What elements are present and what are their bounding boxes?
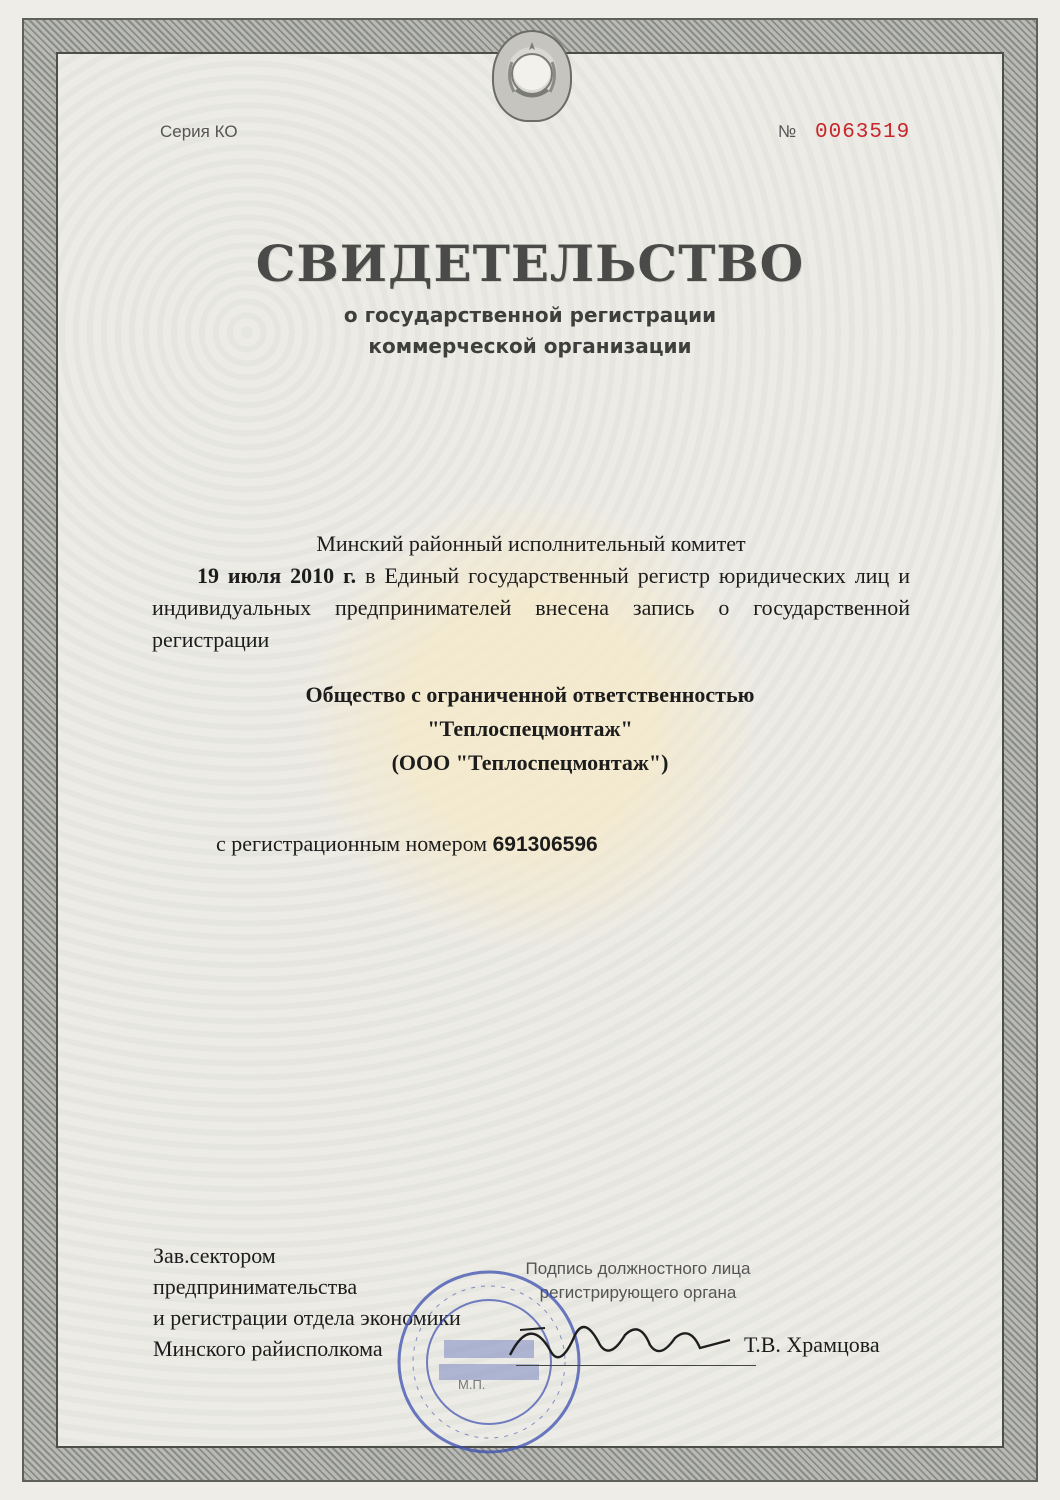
organization-short-name: (ООО "Теплоспецмонтаж") — [391, 750, 669, 775]
document-subtitle-line1: о государственной регистрации — [343, 303, 717, 327]
document-subtitle-line2: коммерческой организации — [368, 334, 692, 358]
registration-number-label: с регистрационным номером — [216, 831, 493, 856]
number-value: 0063519 — [814, 121, 911, 144]
certificate-number — [778, 121, 910, 144]
organization-full-name: Общество с ограниченной ответственностью — [305, 682, 755, 707]
registration-date: 19 июля 2010 г. — [196, 563, 357, 588]
signatory-name: Т.В. Храмцова — [744, 1332, 880, 1357]
position-line: Зав.сектором — [153, 1243, 276, 1268]
position-line: и регистрации отдела экономики — [153, 1305, 461, 1330]
registration-number-line — [216, 831, 598, 857]
position-line: предпринимательства — [153, 1274, 358, 1299]
seal-place-label: М.П. — [458, 1377, 486, 1392]
authority-name: Минский районный исполнительный комитет — [316, 531, 746, 556]
registration-number: 691306596 — [492, 833, 598, 856]
registration-statement — [152, 528, 910, 656]
handwritten-signature — [490, 1300, 740, 1385]
document-title: СВИДЕТЕЛЬСТВО — [255, 234, 805, 293]
signature-line — [516, 1365, 756, 1366]
organization-quoted-name: "Теплоспецмонтаж" — [427, 716, 633, 741]
organization-name-block — [0, 678, 1060, 780]
registration-text: в Единый государственный регистр юридических лиц и индивидуальных предпринимателей внесена запись о государственной регистрации — [152, 563, 910, 652]
series-label: Серия КО — [160, 122, 238, 141]
state-emblem-icon — [492, 30, 572, 122]
signature-hint-line: регистрирующего органа — [539, 1283, 737, 1302]
signature-hint-line: Подпись должностного лица — [525, 1259, 751, 1278]
registration-sentence — [152, 560, 910, 656]
position-line: Минского райисполкома — [153, 1336, 383, 1361]
number-sign: № — [778, 122, 797, 141]
